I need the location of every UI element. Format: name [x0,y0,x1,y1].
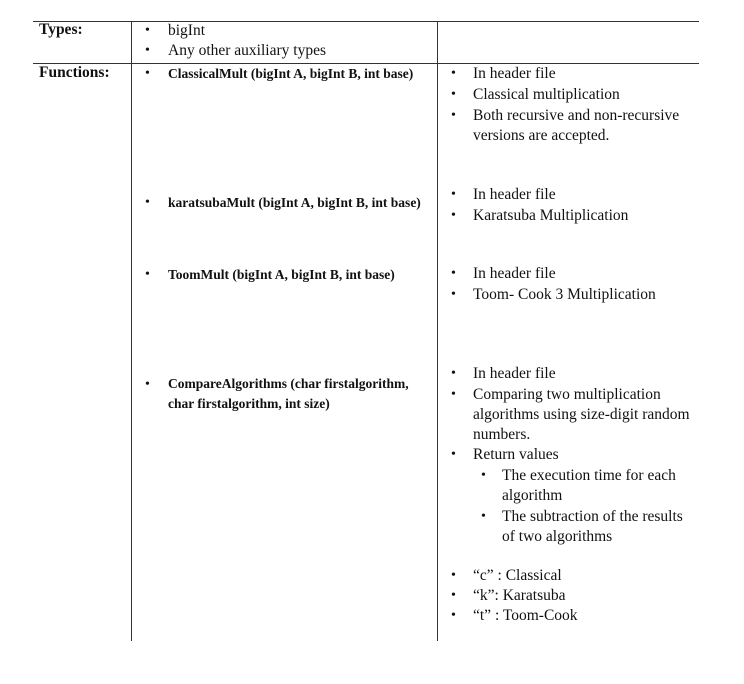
note: Comparing two multiplication algorithms using size-digit random numbers. [473,386,690,443]
bullet: • [481,509,486,524]
function-signature-toommult: ToomMult (bigInt A, bigInt B, int base) [168,267,395,282]
note: In header file [473,65,556,82]
bullet: • [451,447,456,462]
note: In header file [473,186,556,203]
functions-label: Functions: [39,64,110,81]
code-legend: “t” : Toom-Cook [473,607,578,624]
bullet: • [145,43,150,58]
bullet: • [145,23,150,38]
bullet: • [451,588,456,603]
bullet: • [145,377,150,392]
type-item: Any other auxiliary types [168,42,326,59]
bullet: • [451,366,456,381]
note: In header file [473,365,556,382]
bullet: • [451,266,456,281]
bullet: • [451,108,456,123]
sub-note: The subtraction of the results of two algorithms [502,508,683,545]
sub-note: The execution time for each algorithm [502,467,676,504]
type-item: bigInt [168,22,206,39]
function-signature-comparealgorithms: CompareAlgorithms (char firstalgorithm, char firstalgorithm, int size) [168,376,409,411]
bullet: • [451,187,456,202]
bullet: • [451,287,456,302]
note: In header file [473,265,556,282]
function-signature-karatsubamult: karatsubaMult (bigInt A, bigInt B, int base) [168,195,421,210]
code-legend: “k”: Karatsuba [473,587,566,604]
bullet: • [145,195,150,210]
code-legend: “c” : Classical [473,567,562,584]
column-divider-1 [131,21,132,641]
bullet: • [145,267,150,282]
column-divider-2 [437,21,438,641]
bullet: • [451,608,456,623]
bullet: • [451,66,456,81]
note: Classical multiplication [473,86,620,103]
bullet: • [451,208,456,223]
note: Karatsuba Multiplication [473,207,629,224]
bullet: • [451,87,456,102]
bullet: • [451,387,456,402]
function-signature-classicalmult: ClassicalMult (bigInt A, bigInt B, int base) [168,66,414,81]
table-top-border [33,21,699,22]
bullet: • [145,66,150,81]
note: Both recursive and non-recursive versions are accepted. [473,107,680,144]
bullet: • [481,468,486,483]
note: Return values [473,446,559,463]
note: Toom- Cook 3 Multiplication [473,286,656,303]
types-label: Types: [39,21,83,38]
bullet: • [451,568,456,583]
